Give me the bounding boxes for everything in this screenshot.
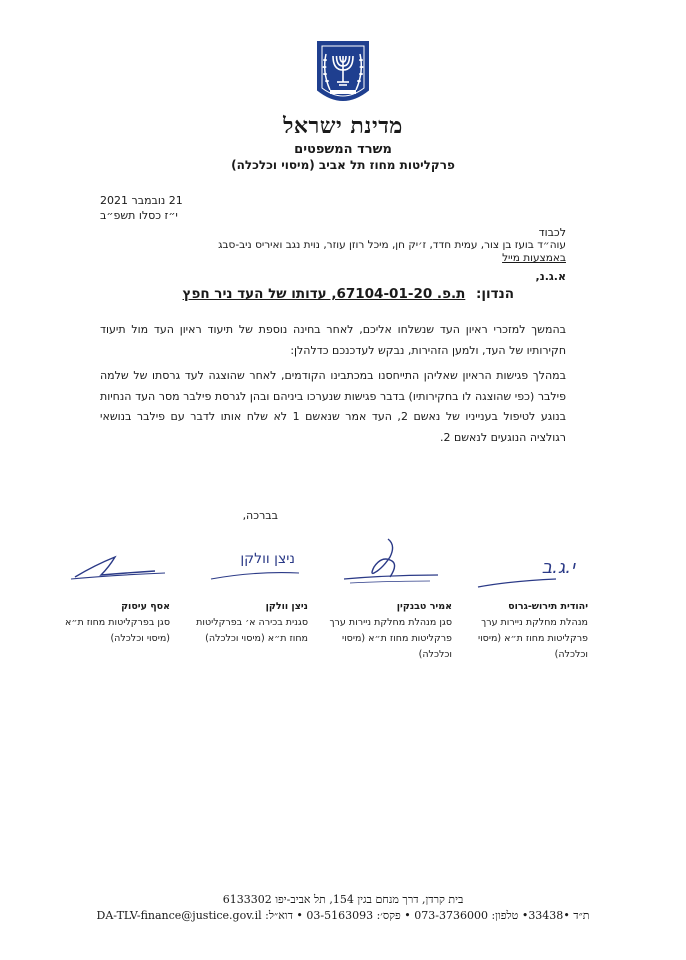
closing-regards: בברכה, <box>242 509 278 522</box>
recipients-list: עוה״ד בועז בן צור, עמית חדד, ז׳יק חן, מיכל רוזן עוזר, נוית נגב ואיריס ניב-סבג <box>218 239 566 251</box>
delivery-method: באמצעות מייל <box>502 252 566 264</box>
greeting: א.ג.נ, <box>535 270 566 283</box>
signature-block-4 <box>58 599 170 647</box>
subject-text: ת.פ. 67104-01-20, עדותו של העד ניר חפץ <box>182 286 466 302</box>
to-label: לכבוד <box>538 226 566 239</box>
signature-block-1 <box>460 599 588 663</box>
signature-image-1 <box>460 535 580 595</box>
signature-block-2 <box>318 599 452 663</box>
subject-line <box>183 286 514 302</box>
gregorian-date: 21 נובמבר 2021 <box>100 194 183 207</box>
signature-image-3 <box>195 535 315 595</box>
footer-contact: ת״ד •33438• טלפון: 073-3736000 • פקס׳: 03-5163093 • דוא״ל: DA-TLV-finance@justice.gov.il <box>96 909 590 922</box>
ministry-name: משרד המשפטים <box>294 142 392 157</box>
signatory-title: סגן מנהלת מחלקת ניירות ערך פרקליטות מחוז ת״א (מיסוי וכלכלה) <box>329 617 452 660</box>
office-name: פרקליטות מחוז תל אביב (מיסוי וכלכלה) <box>231 158 455 172</box>
signatory-name: יהודית תירוש-גרוס <box>508 601 588 612</box>
signature-image-2 <box>330 535 450 595</box>
signatory-name: אמיר טבנקין <box>396 601 452 612</box>
hebrew-date: י״ז כסלו תשפ״ב <box>100 209 178 222</box>
state-name: מדינת ישראל <box>283 113 403 139</box>
signature-image-4 <box>65 535 185 595</box>
signatory-title: סגנית בכירה א׳ בפרקליטות מחוז ת״א (מיסוי וכלכלה) <box>196 617 308 644</box>
body-paragraph-2: במהלך פגישות הראיון שאליהן התייחסנו במכתבינו הקודמים, לאחר שהוצגה לעד גרסתו של שלמה פילבר (כפי שהוצגה לו בחקירותיו) בדבר פגישות שנערכו ביניהם ובהן לגרסת פילבר מסר העד הנחיות בנוגע לטיפול בענייניו של נאשם 2, העד אמר שנאשם 1 לא שלח אותו לדבר עם פילבר בנושאי רגולציה הנוגעים לנאשם 2. <box>100 369 567 444</box>
signatory-name: ניצן וולקן <box>265 601 308 612</box>
signature-block-3 <box>180 599 308 647</box>
signature-handwriting-1: י.ג.ב <box>541 557 575 578</box>
state-emblem-icon <box>316 40 370 110</box>
signatory-title: סגן בפרקליטות מחוז ת״א (מיסוי וכלכלה) <box>64 617 170 644</box>
footer-address: בית קרדן, דרך מנחם בגין 154, תל אביב-יפו 6133302 <box>222 893 464 906</box>
signatory-title: מנהלת מחלקת ניירות ערך פרקליטות מחוז ת״א (מיסוי וכלכלה) <box>477 617 588 660</box>
body-paragraph-1: בהמשך למזכרי ראיון העד שנשלחו אליכם, לאחר בחינה נוספת של תיעוד ראיון העד מול תיעוד חקירותיו של העד, ולמען הזהירות, נבקש לעדכנכם כדלהלן: <box>100 323 566 357</box>
signature-handwriting-3: ניצן וולקן <box>240 551 295 567</box>
signatory-name: אסף עיסוק <box>121 601 170 612</box>
subject-label: הנדון: <box>476 286 514 302</box>
